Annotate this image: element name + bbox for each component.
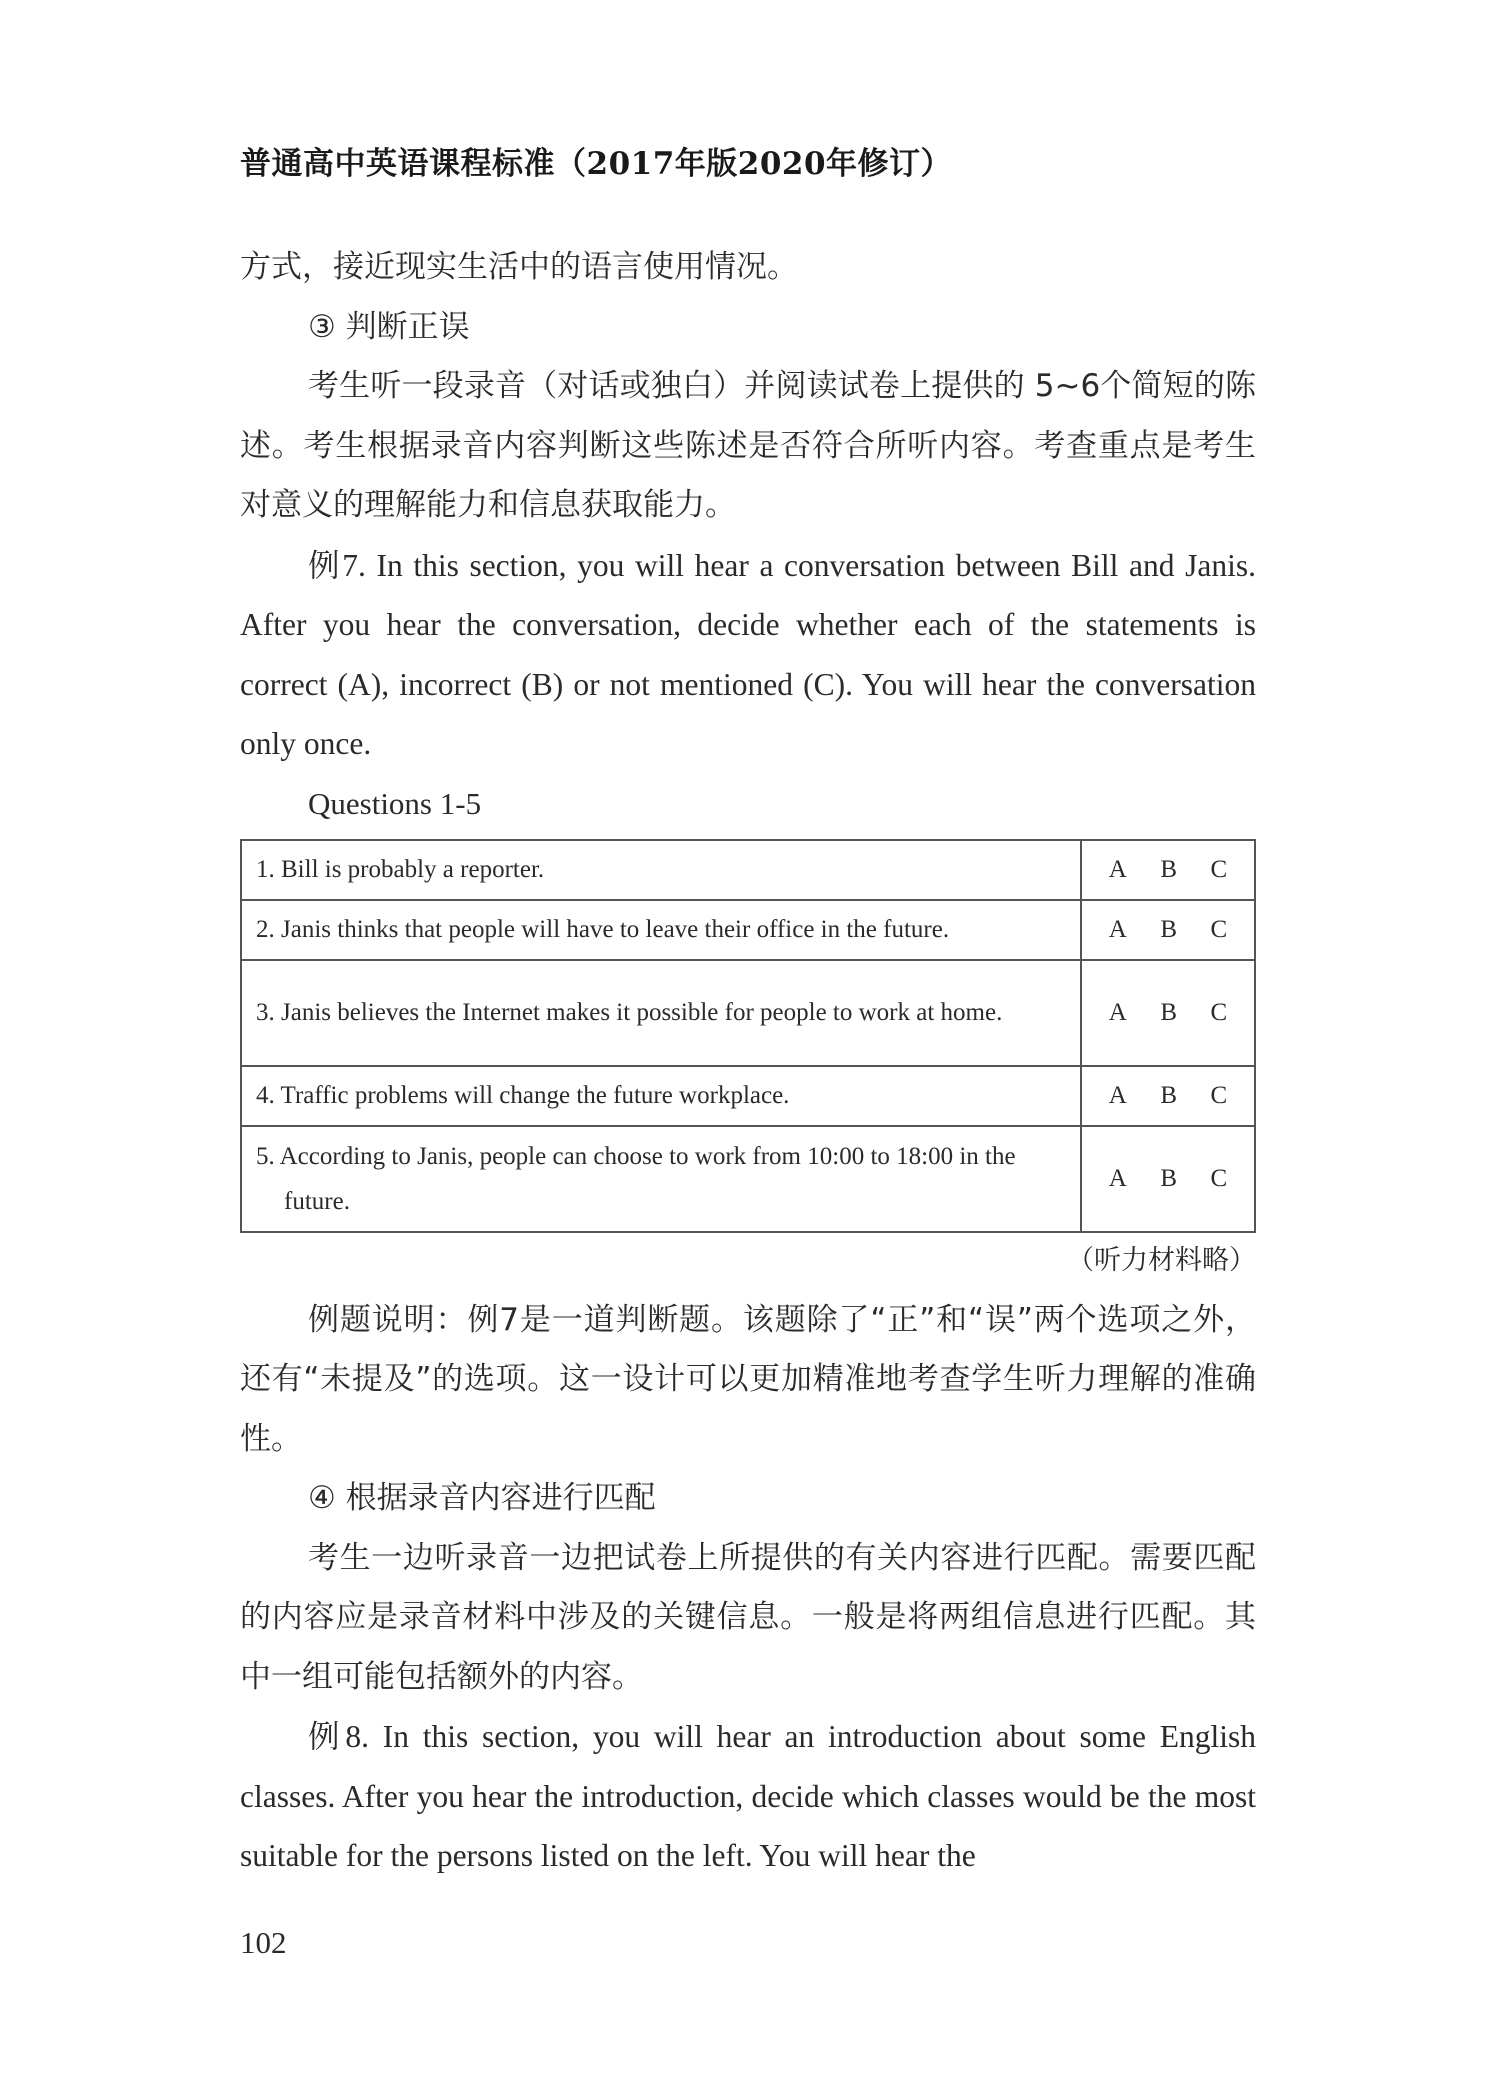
- section-heading-matching: ④ 根据录音内容进行匹配: [308, 1480, 656, 1516]
- choice-c: C: [1210, 1164, 1228, 1192]
- choice-c: C: [1210, 998, 1228, 1026]
- choice-a: A: [1108, 855, 1127, 883]
- question-text: 3. Janis believes the Internet makes it possible for people to work at home.: [256, 999, 1003, 1026]
- questions-table: [240, 839, 1256, 1233]
- running-header: 普通高中英语课程标准（2017年版2020年修订）: [240, 146, 953, 182]
- example-8-instructions: 例8. In this section, you will hear an introduction about some English classes. After you hear the introduction, decide which classes would be the most suitable for the persons listed on the left. You will hear the: [240, 1719, 1256, 1873]
- example-7-instructions: 例7. In this section, you will hear a conversation between Bill and Janis. After you hear the conversation, decide whether each of the statements is correct (A), incorrect (B) or not mentioned (C). You will hear the conversation only once.: [240, 547, 1256, 761]
- section-heading-judgement: ③ 判断正误: [308, 308, 470, 345]
- question-row: [241, 1126, 1255, 1232]
- question-text: 5. According to Janis, people can choose to work from 10:00 to 18:00 in the future.: [256, 1142, 1016, 1215]
- page-body: [240, 238, 1256, 1886]
- choice-c: C: [1210, 915, 1228, 943]
- choice-a: A: [1108, 1164, 1127, 1192]
- listening-material-note: （听力材料略）: [1067, 1244, 1256, 1276]
- choice-b: B: [1160, 998, 1178, 1026]
- choice-a: A: [1108, 998, 1127, 1026]
- paragraph-judgement-description: 考生听一段录音（对话或独白）并阅读试卷上提供的 5~6个简短的陈述。考生根据录音内容判断这些陈述是否符合所听内容。考查重点是考生对意义的理解能力和信息获取能力。: [240, 368, 1256, 523]
- question-row: [241, 900, 1255, 960]
- choice-b: B: [1160, 1081, 1178, 1109]
- question-text: 1. Bill is probably a reporter.: [256, 856, 545, 883]
- question-text: 2. Janis thinks that people will have to leave their office in the future.: [256, 916, 950, 943]
- questions-heading: Questions 1-5: [308, 785, 482, 821]
- paragraph-matching-description: 考生一边听录音一边把试卷上所提供的有关内容进行匹配。需要匹配的内容应是录音材料中涉及的关键信息。一般是将两组信息进行匹配。其中一组可能包括额外的内容。: [240, 1539, 1256, 1695]
- choice-b: B: [1160, 1164, 1178, 1192]
- choice-b: B: [1160, 915, 1178, 943]
- choice-c: C: [1210, 855, 1228, 883]
- choice-b: B: [1160, 855, 1178, 883]
- choice-a: A: [1108, 1081, 1127, 1109]
- question-row: [241, 840, 1255, 900]
- choice-a: A: [1108, 915, 1127, 943]
- example-7-explanation: 例题说明：例7是一道判断题。该题除了“正”和“误”两个选项之外，还有“未提及”的选项。这一设计可以更加精准地考查学生听力理解的准确性。: [240, 1301, 1256, 1457]
- question-row: [241, 960, 1255, 1066]
- page-number: 102: [240, 1925, 287, 1960]
- paragraph-continuation: 方式，接近现实生活中的语言使用情况。: [240, 249, 798, 285]
- question-row: [241, 1066, 1255, 1126]
- choice-c: C: [1210, 1081, 1228, 1109]
- question-text: 4. Traffic problems will change the future workplace.: [256, 1082, 790, 1109]
